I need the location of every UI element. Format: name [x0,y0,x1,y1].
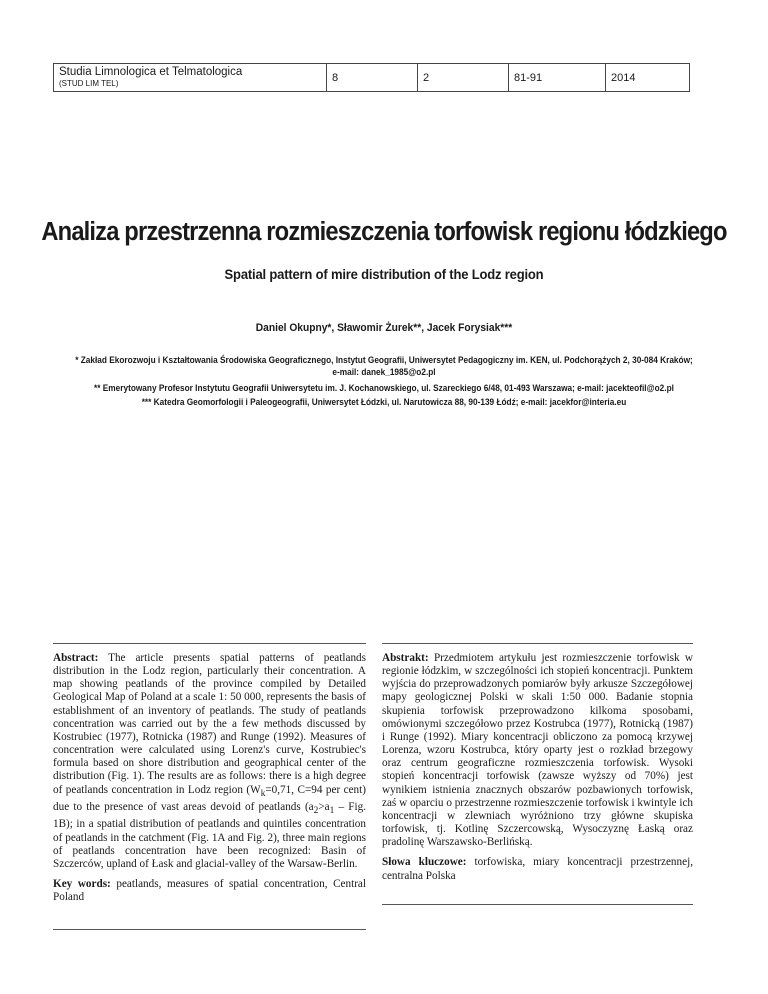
slowa-kluczowe-label: Słowa kluczowe: [382,856,467,869]
journal-cell [54,64,327,92]
abstract-english-text [53,652,366,871]
year-cell: 2014 [606,64,690,92]
abstract-polish [382,652,693,883]
abstract-polish-text [382,652,693,849]
keywords-label: Key words: [53,877,111,890]
issue-cell: 2 [418,64,509,92]
journal-abbrev: (STUD LIM TEL) [59,79,119,88]
abstract-text-part: The article presents spatial patterns of peatlands distribution in the Lodz region, particularly their concentration. A map showing peatlands of the province compiled by Detailed Geological Map of Poland at a scale 1: 50 000, represents the basis of establishment of an inventory of peatlands. The study of peatlands concentration was carried out by the a few methods discussed by Kostrubiec (1977), Rotnicka (1987) and Runge (1992). Measures of concentration were calculated using Lorenz's curve, Kostrubiec's formula based on shore distribution and geographical center of the distribution (Fig. 1). The results are as follows: there is a high degree of peatlands concentration in Lodz region (W [53,652,366,796]
abstract-text-part: >a [318,800,330,813]
article-title: Analiza przestrzenna rozmieszczenia torfowisk regionu łódzkiego [41,218,727,246]
author-list: Daniel Okupny*, Sławomir Żurek**, Jacek Forysiak*** [255,322,513,334]
journal-header-table [53,63,690,92]
divider-left-top [53,643,366,644]
slowa-kluczowe-text: torfowiska, miary koncentracji przestrzennej, centralna Polska [382,856,693,882]
divider-right-bottom [382,904,693,905]
subscript: k [260,788,266,799]
abstract-english [53,652,366,904]
abstrakt-text: Przedmiotem artykułu jest rozmieszczenie torfowisk w regionie łódzkim, w szczególności ich stopień koncentracji. Punktem wyjścia do przeprowadzonych pomiarów były arkusze Szczegółowej mapy geologicznej Polski w skali 1:50 000. Badanie stopnia skupienia torfowisk przeprowadzono kilkoma sposobami, omówionymi szczegółowo przez Kostrubca (1977), Rotnicką (1987) i Runge (1992). Miary koncentracji obliczono za pomocą krzywej Lorenza, wzoru Kostrubca, który oparty jest o rozkład brzegowy oraz centrum geograficzne rozmieszczenia torfowisk. Wysoki stopień koncentracji torfowisk (zawsze wyższy od 70%) jest wynikiem istnienia znacznych obszarów pozbawionych torfowisk, zaś w oparciu o przestrzenne rozmieszczenie torfowisk i kwintyle ich koncentracji w zlewniach wyróżniono trzy główne skupiska torfowisk, tj. Kotlinę Szczercowską, Wysoczyznę Łaską oraz pradolinę Warszawsko-Berlińską. [382,652,693,849]
keywords-english [53,878,366,904]
subscript: 2 [313,806,319,817]
divider-right-top [382,643,693,644]
article-subtitle: Spatial pattern of mire distribution of the Lodz region [224,266,544,282]
journal-name: Studia Limnologica et Telmatologica [59,66,243,78]
affiliation-3: *** Katedra Geomorfologii i Paleogeografii, Uniwersytet Łódzki, ul. Narutowicza 88, 90-139 Łódź; e-mail: jacekfor@interia.eu [141,397,627,407]
abstract-text-part: – Fig. 1B); in a spatial distribution of peatlands and quintiles concentration of peatlands in the catchment (Fig. 1A and Fig. 2), three main regions of peatlands concentration have been recognized: Basin of Szczerców, upland of Łask and glacial-valley of the Warsaw-Berlin. [53,800,366,870]
subscript: 1 [329,806,335,817]
volume-cell: 8 [327,64,418,92]
abstract-label: Abstract: [53,652,99,664]
abstrakt-label: Abstrakt: [382,652,429,664]
affiliation-1: * Zakład Ekorozwoju i Kształtowania Środowiska Geograficznego, Instytut Geografii, Uniwersytet Pedagogiczny im. KEN, ul. Podchorążych 2, 30-084 Kraków; [75,355,693,365]
affiliation-2: ** Emerytowany Profesor Instytutu Geografii Uniwersytetu im. J. Kochanowskiego, ul. Szareckiego 6/48, 01-493 Warszawa; e-mail: jacekteofil@o2.pl [94,383,674,393]
keywords-text: peatlands, measures of spatial concentration, Central Poland [53,877,366,904]
abstract-text-part: =0,71, C=94 per cent) due to the presence of vast areas devoid of peatlands (a [53,783,366,813]
affiliation-1-email: e-mail: danek_1985@o2.pl [332,367,436,377]
pages-cell: 81-91 [509,64,606,92]
keywords-polish [382,856,693,882]
divider-left-bottom [53,929,366,930]
